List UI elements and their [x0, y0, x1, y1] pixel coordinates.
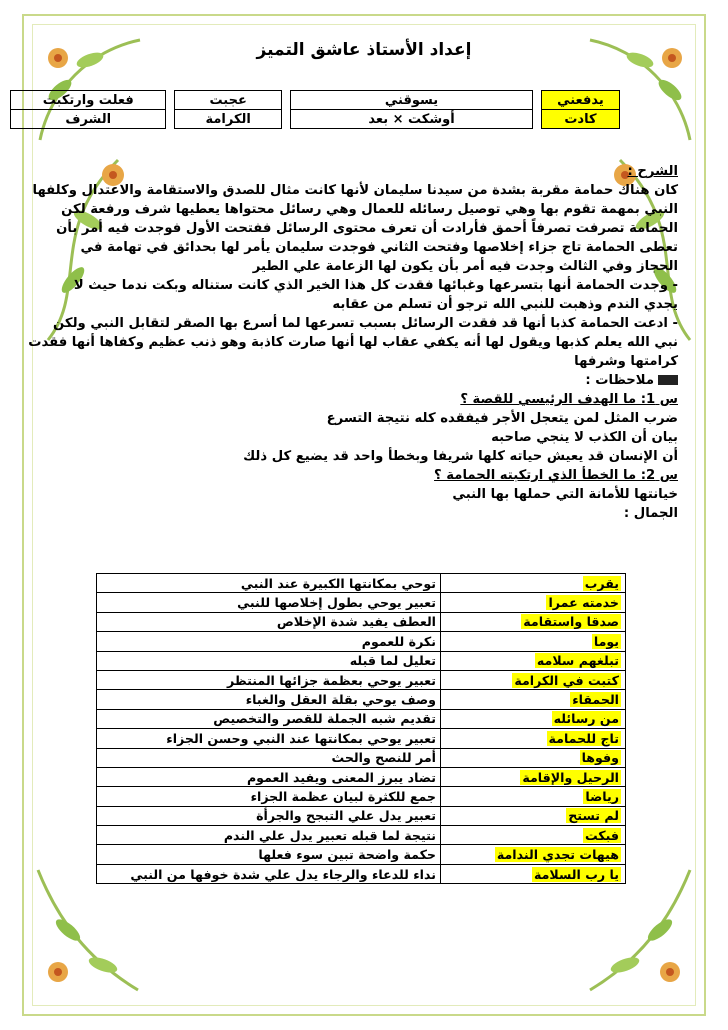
answer-line: أن الإنسان قد يعيش حياته كلها شريفا وبخطأ واحد قد يضيع كل ذلك	[243, 449, 678, 464]
phrase-cell	[441, 690, 626, 709]
table-row	[97, 651, 626, 670]
vocab-gap	[533, 91, 542, 110]
table-row	[97, 748, 626, 767]
table-row	[97, 787, 626, 806]
explanation-line: تعطى الحمامة تاج جزاء إخلاصها وفتحت الثاني فوجدت سليمان يأمر لها بحدائق في تهامة في	[80, 240, 678, 255]
table-row	[97, 612, 626, 631]
question-1: س 1: ما الهدف الرئيسي للقصة ؟	[460, 392, 678, 407]
table-row	[97, 670, 626, 689]
phrase-cell	[441, 574, 626, 593]
vocab-word: عجبت	[175, 91, 282, 110]
table-row	[97, 806, 626, 825]
page-title: إعداد الأستاذ عاشق التميز	[256, 40, 472, 60]
phrase-cell	[441, 709, 626, 728]
highlighted-phrase: هيهات تجدي الندامة	[496, 847, 619, 863]
notes-line	[38, 371, 678, 390]
highlighted-phrase: يوما	[593, 633, 619, 649]
highlighted-phrase: تاج للحمامة	[548, 730, 619, 746]
highlighted-phrase: تبلغهم سلامه	[536, 653, 619, 669]
vocab-gap	[166, 91, 175, 110]
answer-line: خيانتها للأمانة التي حملها بها النبي	[452, 487, 678, 502]
table-row	[97, 826, 626, 845]
highlighted-phrase: يا رب السلامة	[534, 866, 619, 882]
explanation-line: كرامتها وشرفها	[574, 354, 678, 369]
phrase-cell	[441, 670, 626, 689]
phrase-cell	[441, 612, 626, 631]
vocab-meaning: الشرف	[11, 110, 166, 129]
explanation-cell: تعبير يدل علي التبجح والجرأة	[97, 806, 441, 825]
vocab-gap	[282, 110, 291, 129]
vocab-gap	[533, 110, 542, 129]
vocab-word: يدفعني	[541, 91, 619, 110]
explanation-line: يجدي الندم وذهبت للنبي الله ترجو أن تسلم من عقابه	[332, 297, 678, 312]
rhetoric-table-body	[97, 574, 626, 884]
highlighted-phrase: وفوها	[581, 750, 619, 766]
table-row	[97, 767, 626, 786]
vocabulary-table	[10, 90, 620, 129]
vocab-gap	[166, 110, 175, 129]
question-2: س 2: ما الخطأ الذي ارتكبته الحمامة ؟	[434, 468, 678, 483]
phrase-cell	[441, 748, 626, 767]
table-row	[97, 729, 626, 748]
table-row	[97, 574, 626, 593]
phrase-cell	[441, 864, 626, 883]
highlighted-phrase: لم تستح	[568, 808, 619, 824]
explanation-cell: حكمة واضحة تبين سوء فعلها	[97, 845, 441, 864]
highlighted-phrase: يقرب	[584, 575, 619, 591]
table-row	[97, 845, 626, 864]
explanation-line: الحجاز وفي الثالث وجدت فيه أمر بأن يكون لها الزعامة علي الطير	[252, 259, 678, 274]
answer-line: ضرب المثل لمن يتعجل الأجر فيفقده كله نتيجة التسرع	[326, 411, 678, 426]
explanation-cell: تضاد يبرز المعنى ويفيد العموم	[97, 767, 441, 786]
phrase-cell	[441, 632, 626, 651]
highlighted-phrase: من رسائله	[553, 711, 619, 727]
explanation-cell: نتيجة لما قبله تعبير يدل علي الندم	[97, 826, 441, 845]
notes-marker-icon	[658, 375, 678, 385]
explanation-cell: تعليل لما قبله	[97, 651, 441, 670]
explanation-cell: توحي بمكانتها الكبيرة عند النبي	[97, 574, 441, 593]
explanation-cell: تقديم شبه الجملة للقصر والتخصيص	[97, 709, 441, 728]
vocab-meaning: يسوقني	[290, 91, 532, 110]
explanation-cell: جمع للكثرة لبيان عظمة الجزاء	[97, 787, 441, 806]
phrase-cell	[441, 767, 626, 786]
phrase-cell	[441, 845, 626, 864]
explanation-cell: العطف يفيد شدة الإخلاص	[97, 612, 441, 631]
notes-label: ملاحظات :	[585, 373, 654, 388]
explanation-line: الحمامة تصرفت تصرفاً أحمق فأرادت أن تعرف محتوى الرسائل ففتحت الأول فوجدت فيه أمر بأن	[56, 221, 678, 236]
highlighted-phrase: خدمته عمرا	[548, 595, 619, 611]
vocab-meaning: فعلت وارتكبت	[11, 91, 166, 110]
rhetoric-table	[96, 573, 626, 884]
highlighted-phrase: الرحيل والإقامة	[522, 769, 619, 785]
explanation-cell: تعبير يوحي بعظمة جزائها المنتظر	[97, 670, 441, 689]
explanation-cell: نداء للدعاء والرجاء يدل علي شدة خوفها من النبي	[97, 864, 441, 883]
table-row	[97, 864, 626, 883]
vocab-gap	[282, 91, 291, 110]
highlighted-phrase: الحمقاء	[572, 692, 619, 708]
explanation-line: - وجدت الحمامة أنها بتسرعها وغبائها فقدت كل هذا الخير الذي كانت ستناله وبكت ندما حيث لا	[73, 278, 678, 293]
explanation-cell: تعبير يوحي بمكانتها عند النبي وحسن الجزاء	[97, 729, 441, 748]
phrase-cell	[441, 826, 626, 845]
explanation-line: نبي الله يعلم كذبها ويقول لها أنه يكفي عقاب لها أنها صارت كاذبة وهو ذنب عظيم وكفاها أنها فقدت	[28, 335, 678, 350]
table-row	[97, 690, 626, 709]
phrase-cell	[441, 651, 626, 670]
phrase-cell	[441, 787, 626, 806]
explanation-cell: نكرة للعموم	[97, 632, 441, 651]
explanation-cell: تعبير يوحي بطول إخلاصها للنبي	[97, 593, 441, 612]
vocab-word: كادت	[541, 110, 619, 129]
explanation-line: كان هناك حمامة مقربة بشدة من سيدنا سليمان لأنها كانت مثال للصدق والاستقامة والاعتدال وكلفها	[32, 183, 678, 198]
table-row	[97, 709, 626, 728]
explanation-line: - ادعت الحمامة كذبا أنها قد فقدت الرسائل بسبب تسرعها لما أسرع بها الصقر لتقابل النبي ولكن	[53, 316, 678, 331]
table-row	[97, 632, 626, 651]
phrase-cell	[441, 806, 626, 825]
vocab-meaning: أوشكت × بعد	[290, 110, 532, 129]
phrase-cell	[441, 729, 626, 748]
vocab-row	[11, 110, 620, 129]
explanation-cell: وصف يوحي بقلة العقل والغباء	[97, 690, 441, 709]
beauty-heading: الجمال :	[623, 506, 678, 521]
vocab-word: الكرامة	[175, 110, 282, 129]
vocab-row	[11, 91, 620, 110]
explanation-cell: أمر للنصح والحث	[97, 748, 441, 767]
phrase-cell	[441, 593, 626, 612]
explanation-heading: الشرح :	[627, 164, 678, 179]
answer-line: بيان أن الكذب لا ينجي صاحبه	[491, 430, 678, 445]
highlighted-phrase: صدقا واستقامة	[523, 614, 619, 630]
explanation-section	[28, 162, 678, 523]
highlighted-phrase: كتبت في الكرامة	[514, 672, 619, 688]
table-row	[97, 593, 626, 612]
explanation-line: النبي بمهمة تقوم بها وهي توصيل رسائله للعمال وهي رسائل محتواها يعطيها شرف ورفعة لكن	[61, 202, 678, 217]
highlighted-phrase: رياضا	[585, 788, 619, 804]
highlighted-phrase: فبكت	[584, 827, 619, 843]
